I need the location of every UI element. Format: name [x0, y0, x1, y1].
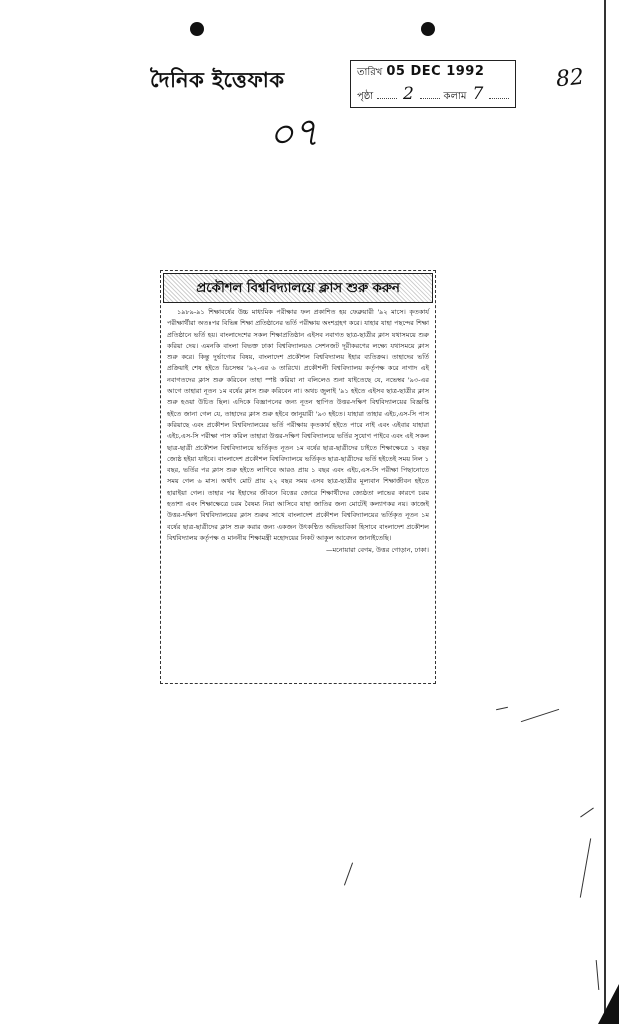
handwritten-number: ০৭ — [266, 109, 320, 159]
punch-hole-right — [421, 22, 435, 36]
scan-mark — [496, 707, 508, 710]
stamp-dots — [489, 90, 509, 99]
article-headline: প্রকৌশল বিশ্ববিদ্যালয়ে ক্লাস শুরু করুন — [163, 273, 433, 303]
scan-mark — [580, 838, 591, 897]
stamp-column-value: 7 — [472, 84, 484, 104]
stamp-page-value: 2 — [402, 84, 414, 104]
stamp-date-value: 05 DEC 1992 — [386, 64, 485, 79]
article-signature: —মনোয়ারা বেগম, উত্তর গোড়ান, ঢাকা। — [326, 546, 429, 555]
stamp-dots — [420, 90, 440, 99]
stamp-column-label: কলাম — [443, 91, 467, 102]
stamp-dots — [377, 90, 397, 99]
archive-date-stamp — [350, 60, 516, 108]
stamp-date-label: তারিখ — [357, 67, 383, 78]
stamp-page-row — [357, 84, 509, 104]
scan-mark — [344, 863, 353, 886]
punch-hole-left — [190, 22, 204, 36]
article-body — [161, 303, 435, 544]
newspaper-clipping — [160, 270, 436, 684]
scan-mark — [596, 960, 600, 990]
scan-mark — [521, 709, 559, 722]
margin-page-number: 82 — [554, 64, 586, 93]
article-paragraph: ১৯৮৯-৯১ শিক্ষাবর্ষের উচ্চ মাধ্যমিক পরীক্ষার ফল প্রকাশিত হয় ফেব্রুয়ারী '৯২ মাসে। কৃতকার্য পরীক্ষার্থীরা অতঃপর বিভিন্ন শিক্ষা প্রতিষ্ঠানের ভর্তি পরীক্ষায় অংশগ্রহণ করে। যাহার যাহা পছন্দের শিক্ষা প্রতিষ্ঠানে ভর্তি হয়। বাংলাদেশের সকল শিক্ষাপ্রতিষ্ঠান এইসব নবাগত ছাত্র-ছাত্রীর ক্লাস যথাসময়ে শুরু করিয়া দেয়। এমনকি বাংলা বিভক্ত ঢাকা বিশ্ববিদ্যালয়ও সেশনজট দূরীকরণের লক্ষ্যে যথাসময়ে ক্লাস শুরু করে। কিন্তু দুর্ভাগ্যের বিষয়, বাংলাদেশ প্রকৌশল বিশ্ববিদ্যালয় ইহার ব্যতিক্রম। তাহাদের ভর্তি প্রক্রিয়াই শেষ হইতে ডিসেম্বর '৯২-এর ৬ তারিখে। প্রকৌশলী বিশ্ববিদ্যালয় কর্তৃপক্ষ করে নাগাদ এই নবাগতদের ক্লাস শুরু করিবেন তাহা স্পষ্ট করিয়া না বলিলেও শুনা যাইতেছে যে, নভেম্বর '৯৩-এর আগে তাহারা নূতন ১ম বর্ষের ক্লাস শুরু করিবেন না। অথচ জুলাই '৯১ হইতে এইসব ছাত্র-ছাত্রীর ক্লাস শুরু হওয়া উচিত ছিল। এদিকে বিজ্ঞাপনের জন্য নূতন স্থাপিত উত্তর-দক্ষিণ বিশ্ববিদ্যালয়ের বিজ্ঞপ্তি হইতে জানা গেল যে, তাহাদের ক্লাস শুরু হইবে জানুয়ারী '৯৩ হইতে। যাহারা তাহার এইচ,এস-সি পাস করিয়াছে এবং প্রকৌশল বিশ্ববিদ্যালয়ের ভর্তি পরীক্ষায় কৃতকার্য হইতে পারে নাই এবং এইবার যাহারা এইচ,এস-সি পরীক্ষা পাস করিল তাহারা উত্তর-দক্ষিণ বিশ্ববিদ্যালয়ে ভর্তির সুযোগ পাইবে এবং এই সকল ছাত্র-ছাত্রী প্রকৌশল বিশ্ববিদ্যালয়ে ভর্তিকৃত নূতন ১ম বর্ষের ছাত্র-ছাত্রীদের চাইতে শিক্ষাক্ষেত্রে ১ বছর জ্যেষ্ঠ হইয়া যাইবে। বাংলাদেশ প্রকৌশল বিশ্ববিদ্যালয়ে ভর্তিকৃত ছাত্র-ছাত্রীদের ভর্তি হইতেই সময় নিল ১ বছর, ভর্তির পর ক্লাস শুরু হইতে লাগিবে আরও প্রায় ১ বছর এবং এইচ,এস-সি পরীক্ষা পিছানোতে সময় গেল ৬ মাস। অর্থাৎ মোট প্রায় ২২ বছর সময় এসব ছাত্র-ছাত্রীর মূল্যবান শিক্ষাজীবন হইতে হারাইয়া গেল। তাহার পর ইহাদের জীবনে বিত্তের জোরে শিক্ষার্থীদের জ্যেষ্ঠতা লাভের কারণে চরম হতাশা এবং শিক্ষাক্ষেত্রে চরম বৈষম্য নিয়া আসিবে যাহা জাতির জন্য মোটেই কল্যাণকর নয়। কাজেই উত্তর-দক্ষিণ বিশ্ববিদ্যালয়ের ক্লাস শুরুর সাথে বাংলাদেশ প্রকৌশল বিশ্ববিদ্যালয়ের ভর্তিকৃত নূতন ১ম বর্ষের ছাত্র-ছাত্রীদের ক্লাস শুরু করার জন্য একজন উৎকণ্ঠিত অভিভাবিকা হিসাবে বাংলাদেশ প্রকৌশল বিশ্ববিদ্যালয় কর্তৃপক্ষ ও মাননীয় শিক্ষামন্ত্রী মহোদয়ের নিকট আকুল আবেদন জানাইতেছি। — [167, 308, 429, 542]
corner-shadow — [598, 984, 619, 1024]
stamp-date-row — [357, 64, 509, 84]
scan-mark — [580, 808, 594, 818]
newspaper-masthead: দৈনিক ইত্তেফাক — [150, 68, 285, 92]
stamp-page-label: পৃষ্ঠা — [357, 91, 374, 102]
page-edge — [604, 0, 606, 1024]
